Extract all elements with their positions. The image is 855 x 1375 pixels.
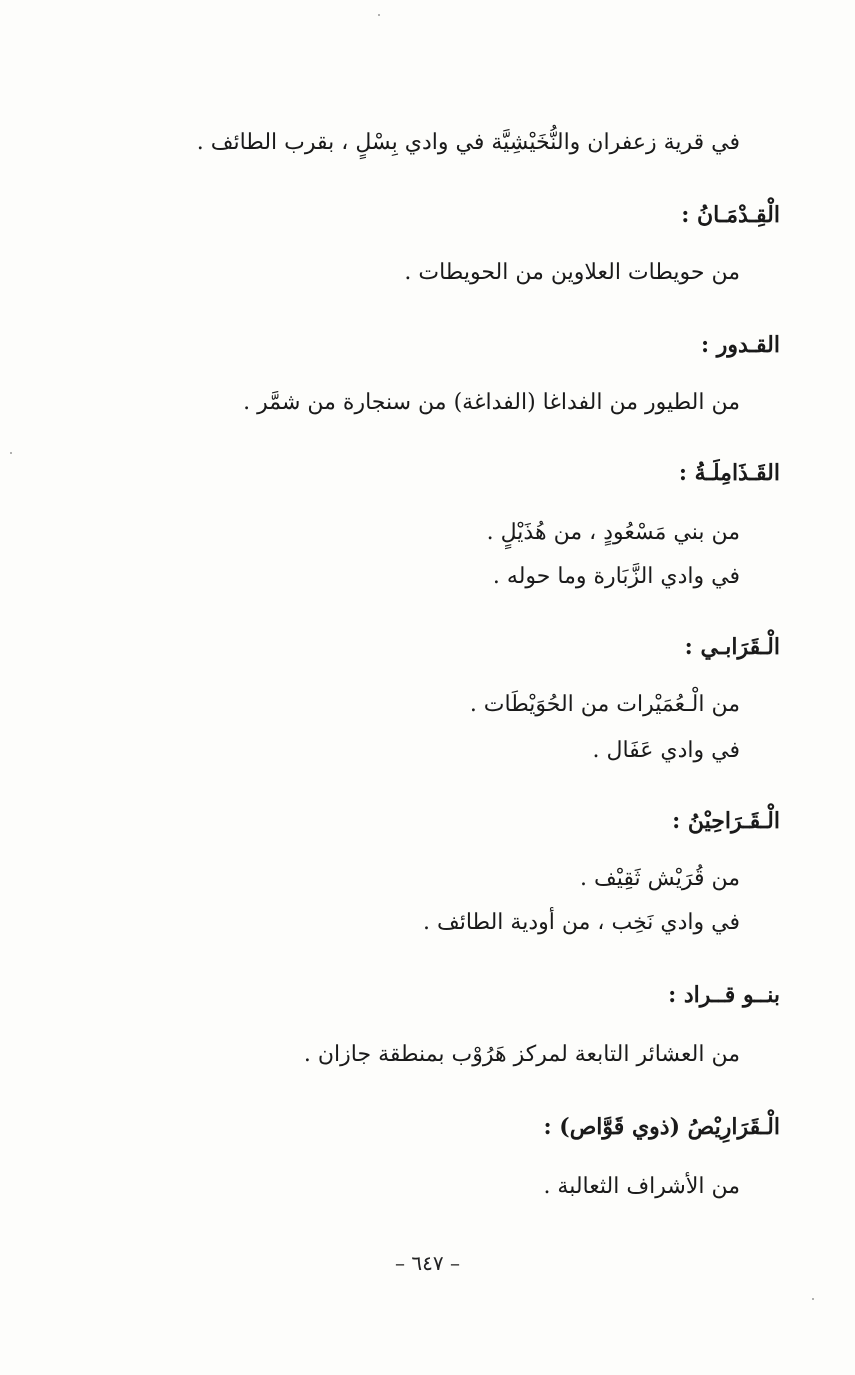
entry-text-line: في وادي الزَّبَارة وما حوله .: [492, 564, 740, 589]
entry-heading-qarahin: الْـقَـرَاحِيْنُ :: [672, 808, 780, 834]
entry-heading-qararis: الْـقَرَارِيْصُ (ذوي قَوَّاص) :: [543, 1114, 780, 1140]
entry-heading-qarabi: الْـقَرَابـي :: [684, 634, 780, 660]
entry-text-line: من الأشراف الثعالبة .: [543, 1174, 740, 1199]
entry-text-line: من بني مَسْعُودٍ ، من هُذَيْلٍ .: [486, 520, 740, 545]
entry-heading-qudur: القـدور :: [701, 332, 780, 358]
entry-text-line: في وادي عَفَال .: [592, 738, 740, 763]
entry-heading-qadhamila: القَـذَامِلَـةُ :: [678, 460, 780, 486]
entry-text-line: في وادي نَخِب ، من أودية الطائف .: [422, 910, 740, 935]
entry-text-line: من حويطات العلاوين من الحويطات .: [404, 260, 740, 285]
page-number: – ٦٤٧ –: [395, 1251, 460, 1275]
paper-speck: [812, 1298, 814, 1300]
entry-heading-bano-qurad: بنــو قــراد :: [668, 982, 780, 1008]
entry-text-line: من الطيور من الفداغا (الفداغة) من سنجارة من شمَّر .: [243, 390, 740, 415]
paper-speck: [10, 452, 12, 454]
continuation-line: في قرية زعفران والنُّخَيْشِيَّة في وادي بِسْلٍ ، بقرب الطائف .: [196, 130, 740, 155]
entry-text-line: من الْـعُمَيْرات من الحُوَيْطَات .: [469, 692, 740, 717]
entry-heading-qidman: الْقِـدْمَـانُ :: [681, 202, 780, 228]
paper-speck: [378, 14, 380, 16]
entry-text-line: من العشائر التابعة لمركز هَرُوْب بمنطقة جازان .: [303, 1042, 740, 1067]
entry-text-line: من قُرَيْش ثَقِيْف .: [580, 866, 740, 891]
